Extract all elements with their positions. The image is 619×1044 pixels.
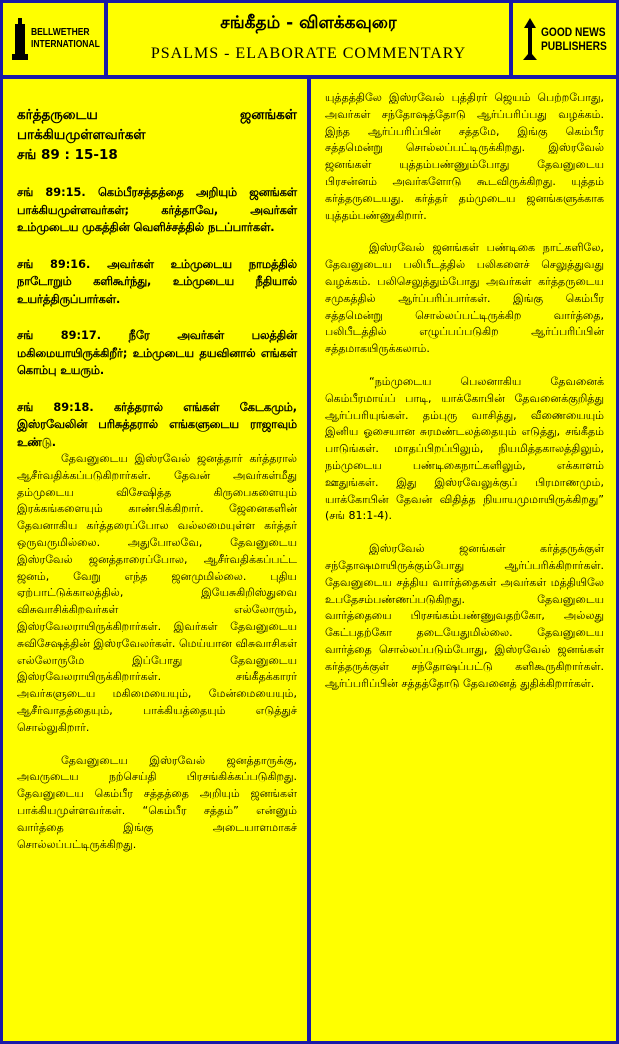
logo-left-line2: INTERNATIONAL	[31, 39, 100, 50]
verse-18: சங் 89:18. கர்த்தரால் எங்கள் கேடகமும், இஸ்ரவேலின் பரிசுத்தரால் எங்களுடைய ராஜாவும் உண்டு.	[17, 400, 297, 449]
page-header	[108, 3, 509, 75]
heading-word-2: ஜனங்கள்	[240, 107, 297, 123]
good-news-logo	[513, 3, 616, 75]
verse-17: சங் 89:17. நீரே அவர்கள் பலத்தின் மகிமையாயிருக்கிறீர்; உம்முடைய தயவினால் எங்கள் கொம்பு உயரும்.	[17, 329, 297, 377]
verse-15: சங் 89:15. கெம்பீரசத்தத்தை அறியும் ஜனங்கள் பாக்கியமுள்ளவர்கள்; கர்த்தாவே, அவர்கள் உம்முடைய முகத்தின் வெளிச்சத்தில் நடப்பார்கள்.	[17, 186, 297, 234]
left-paragraph-1: தேவனுடைய இஸ்ரவேல் ஜனத்தார் கர்த்தரால் ஆசீர்வதிக்கப்படுகிறார்கள். தேவன் அவர்கள்மீது தம்முடைய விசேஷித்த கிருபைகளையும் இரக்கங்களையும் காண்பிக்கிறார். ஜேனைகளின் தேவனாகிய கர்த்தரைப்போல வல்லமையுள்ள கர்த்தர் ஒருவருமில்லை. அதுபோலவே, தேவனுடைய இஸ்ரவேல் ஜனத்தாரைப்போல, ஆசீர்வதிக்கப்பட்ட ஜனம், வேறு எந்த ஜனமுமில்லை. புதிய ஏற்பாட்டுக்காலத்தில், இயேசுகிறிஸ்துவை விசுவாசிக்கிறவர்கள் எல்லோரும், இஸ்ரவேலராயிருக்கிறார்கள். இவர்கள் தேவனுடைய சுவிசேஷத்தின் இஸ்ரவேலர்கள். மெய்யான விசுவாசிகள் எல்லோருமே இப்போது தேவனுடைய இஸ்ரவேலராயிருக்கிறார்கள். சங்கீதக்காரர் அவர்களுடைய மகிமையையும், மேன்மையையும், ஆசீர்வாதத்தையும், பாக்கியத்தையும் எடுத்துச் சொல்லுகிறார்.	[17, 452, 297, 734]
heading-word-1: கர்த்தருடைய	[17, 107, 98, 123]
bellwether-logo	[3, 3, 104, 75]
section-heading	[17, 105, 297, 165]
right-paragraph-1: யுத்தத்திலே இஸ்ரவேல் புத்திரர் ஜெயம் பெற்றபோது, அவர்கள் சந்தோஷத்தோடு ஆர்ப்பரிப்பது வழக்கம். இந்த ஆர்ப்பரிப்பின் சத்தமே, இங்கு கெம்பீர சத்தமென்று சொல்லப்பட்டிருக்கிறது. இஸ்ரவேல் ஜனங்கள் யுத்தம்பண்ணும்போது தேவனுடைய பிரசன்னம் அவர்களோடு கூடவிருக்கிறது. யுத்தம் கர்த்தருடையது. கர்த்தர் தம்முடைய ஜனங்களுக்காக யுத்தம்பண்ணுகிறார்.	[325, 91, 604, 222]
right-paragraph-2: இஸ்ரவேல் ஜனங்கள் பண்டிகை நாட்களிலே, தேவனுடைய பலிபீடத்தில் பலிகளைச் செலுத்துவது வழக்கம். பலிசெலுத்தும்போது அவர்கள் கர்த்தருடைய சமுகத்தில் ஆர்ப்பரிப்பார்கள். இங்கு கெம்பீர சத்தமென்று சொல்லப்பட்டிருக்கிற வார்த்தை, பலிபீடத்தில் எழுப்பப்படுகிற ஆர்ப்பரிப்பின் சத்தமாகயிருக்கலாம்.	[325, 241, 604, 356]
right-paragraph-4: இஸ்ரவேல் ஜனங்கள் கர்த்தருக்குள் சந்தோஷமாயிருக்கும்போது ஆர்ப்பரிக்கிறார்கள். தேவனுடைய சத்திய வார்த்தைகள் அவர்கள் மத்தியிலே உபதேசம்பண்ணப்படுகிறது. தேவனுடைய வார்த்தையை பிரசங்கம்பண்ணுவதற்கோ, அல்லது கேட்பதற்கோ தடையேதுமில்லை. தேவனுடைய வார்த்தை சொல்லப்படும்போது, இஸ்ரவேல் ஜனங்கள் கர்த்தருக்குள் சந்தோஷப்பட்டு களிகூருகிறார்கள். ஆர்ப்பரிப்பின் சத்தத்தோடு தேவனைத் துதிக்கிறார்கள்.	[325, 542, 604, 690]
heading-line-2: பாக்கியமுள்ளவர்கள்	[17, 127, 146, 143]
good-news-emblem-icon	[521, 16, 539, 62]
verse-16: சங் 89:16. அவர்கள் உம்முடைய நாமத்தில் நாடோறும் களிகூர்ந்து, உம்முடைய நீதியால் உயர்த்திருப்பார்கள்.	[17, 257, 297, 306]
right-paragraph-3: “நம்முடைய பெலனாகிய தேவனைக் கெம்பீரமாய்ப் பாடி, யாக்கோபின் தேவனைக்குறித்து ஆர்ப்பரியுங்கள். தம்புரு வாசித்து, வீணையையும் இனிய ஓசையான சுரமண்டலத்தையும் எடுத்து, சங்கீதம் பாடுங்கள். மாதப்பிறப்பிலும், நியமித்தகாலத்திலும், நம்முடைய பண்டிகைநாட்களிலும், எக்காளம் ஊதுங்கள். இது இஸ்ரவேலுக்குப் பிரமாணமும், யாக்கோபின் தேவன் விதித்த நியாயமுமாயிருக்கிறது” (சங் 81:1-4).	[325, 374, 604, 523]
bellwether-emblem-icon	[11, 16, 29, 62]
title-tamil: சங்கீதம் - விளக்கவுரை	[220, 13, 397, 33]
logo-left-line1: BELLWETHER	[31, 27, 90, 38]
right-column	[311, 79, 616, 1041]
logo-right-line2: PUBLISHERS	[541, 39, 607, 53]
left-paragraph-2: தேவனுடைய இஸ்ரவேல் ஜனத்தாருக்கு, அவருடைய நற்செய்தி பிரசங்கிக்கப்படுகிறது. தேவனுடைய கெம்பீர சத்தத்தை அறியும் ஜனங்கள் பாக்கியமுள்ளவர்கள். “கெம்பீர சத்தம்” என்னும் வார்த்தை இங்கு அடையாளமாகச் சொல்லப்பட்டிருக்கிறது.	[17, 753, 297, 851]
left-column	[3, 79, 307, 1041]
title-english: PSALMS - ELABORATE COMMENTARY	[150, 45, 467, 62]
heading-reference: சங் 89 : 15-18	[17, 147, 118, 163]
logo-right-line1: GOOD NEWS	[541, 25, 606, 39]
